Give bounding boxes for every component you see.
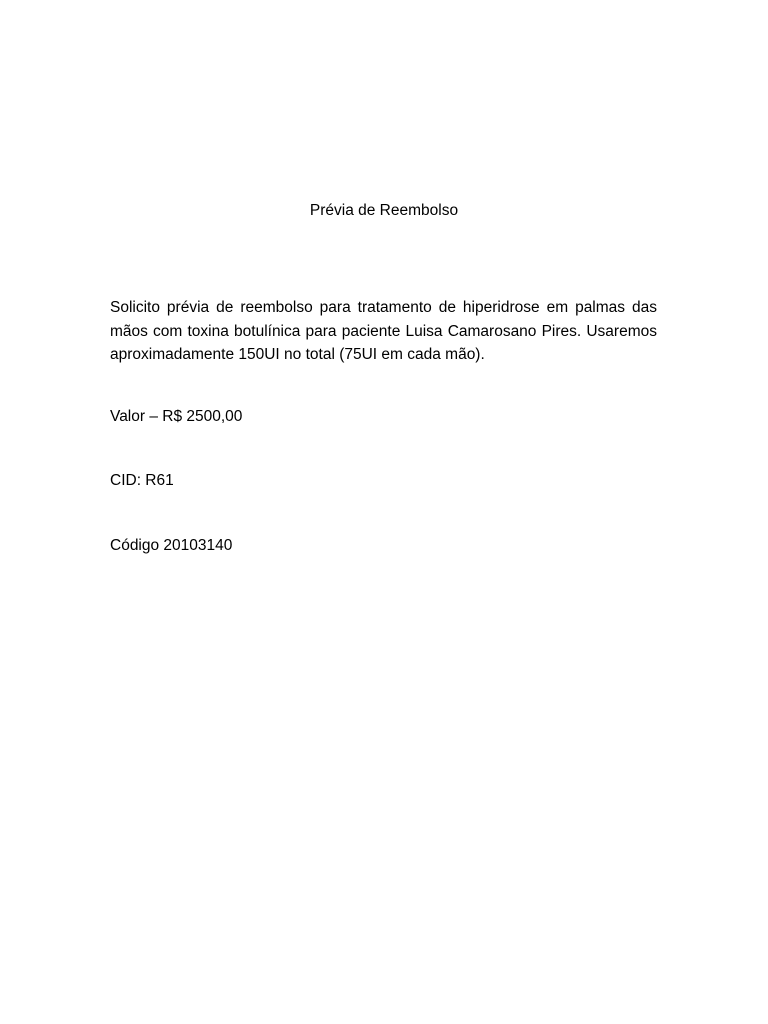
codigo-line: Código 20103140 — [110, 537, 233, 554]
cid-line: CID: R61 — [110, 472, 174, 489]
request-paragraph: Solicito prévia de reembolso para tratamento de hiperidrose em palmas das mãos com toxina botulínica para paciente Luisa Camarosano Pires. Usaremos aproximadamente 150UI no total (75UI em cada mão). — [110, 299, 657, 363]
document-title: Prévia de Reembolso — [309, 202, 459, 219]
valor-line: Valor – R$ 2500,00 — [110, 408, 243, 425]
